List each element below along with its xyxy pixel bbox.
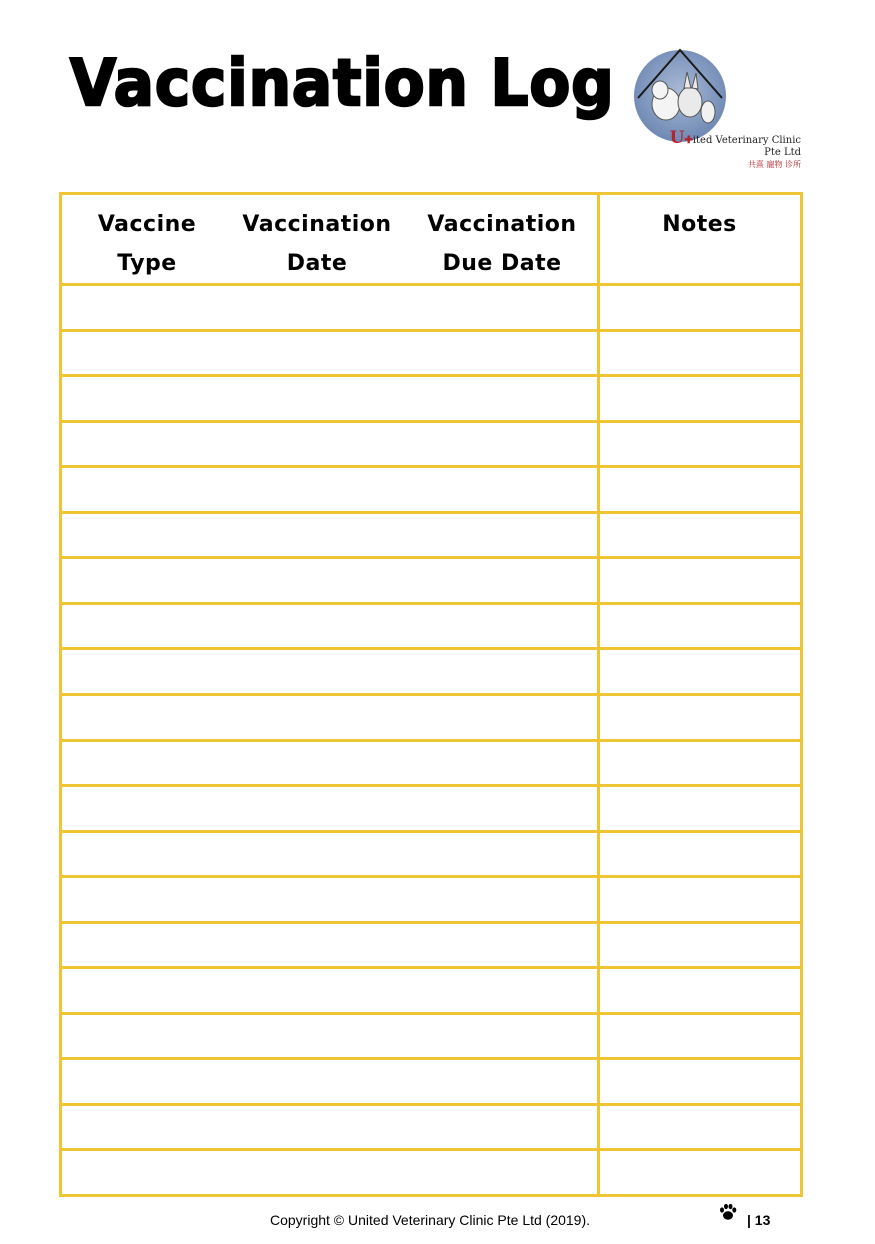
logo-chinese-name: 共熹 寵物 诊所 [747,160,801,169]
clinic-logo-text [669,128,801,171]
logo-cross-icon: ✚ [684,135,693,146]
paw-icon [718,1202,738,1222]
table-row-line [62,420,800,423]
table-row-line [62,374,800,377]
logo-initial: U [669,128,685,148]
table-header [62,195,800,286]
table-row-line [62,966,800,969]
logo-suffix: Pte Ltd [764,147,801,158]
clinic-logo [630,46,805,174]
table-row-line [62,693,800,696]
table-row-line [62,875,800,878]
table-row-line [62,556,800,559]
table-row-line [62,784,800,787]
copyright-footer: Copyright © United Veterinary Clinic Pte Ltd (2019). [270,1212,591,1228]
page-number: | 13 [747,1212,771,1228]
logo-name-rest: ited Veterinary Clinic [692,135,801,146]
table-row-line [62,511,800,514]
table-row-line [62,739,800,742]
page-title: Vaccination Log [70,47,615,121]
table-row-line [62,1103,800,1106]
table-row-line [62,1012,800,1015]
table-row-line [62,830,800,833]
table-row-line [62,1057,800,1060]
column-header-notes: Notes [662,212,737,237]
vaccination-log-table [59,192,803,1197]
table-row-line [62,921,800,924]
table-row-line [62,647,800,650]
column-header-vaccination-date: Vaccination Date [242,212,392,276]
column-header-vaccine-type: Vaccine Type [97,212,197,276]
column-header-due-date: Vaccination Due Date [427,212,577,276]
table-row-line [62,465,800,468]
table-row-line [62,329,800,332]
table-row-line [62,602,800,605]
table-row-line [62,1148,800,1151]
